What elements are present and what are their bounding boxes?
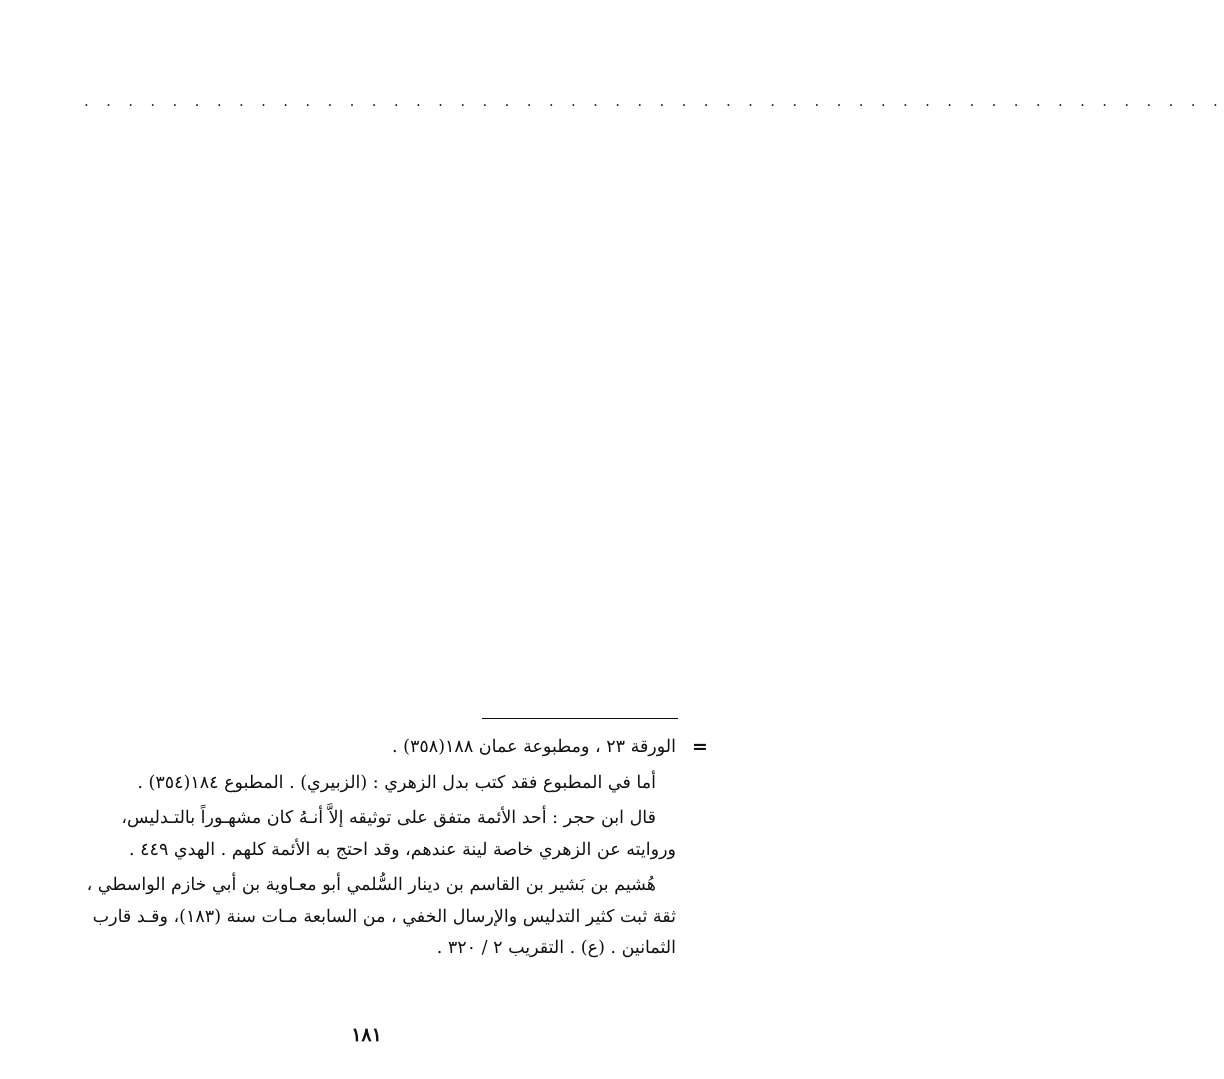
footnotes-block: [80, 732, 676, 965]
footnote-line: الورقة ٢٣ ، ومطبوعة عمان ١٨٨(٣٥٨) .: [392, 737, 676, 757]
dotted-separator: . . . . . . . . . . . . . . . . . . . . . . . . . . . . . . . . . . . . . . . . . . . . . . . . . . . .: [84, 92, 1224, 110]
footnote-line: ثقة ثبت كثير التدليس والإرسال الخفي ، من السابعة مـات سنة (١٨٣)، وقـد قارب: [92, 906, 676, 927]
continuation-marker: =: [692, 736, 708, 758]
footnote-rule: [482, 718, 678, 719]
page-number: ١٨١: [351, 1024, 382, 1046]
footnote-line: أما في المطبوع فقد كتب بدل الزهري : (الزبيري) . المطبوع ١٨٤(٣٥٤) .: [137, 772, 656, 793]
footnote-line: الثمانين . (ع) . التقريب ٢ / ٣٢٠ .: [436, 938, 676, 958]
footnote-line: وروايته عن الزهري خاصة لينة عندهم، وقد احتج به الأئمة كلهم . الهدي ٤٤٩ .: [129, 839, 676, 860]
footnote-line: هُشيم بن بَشير بن القاسم بن دينار السُّلمي أبو معـاوية بن أبي خازم الواسطي ،: [86, 875, 656, 895]
footnote-line: قال ابن حجر : أحد الأئمة متفق على توثيقه إلاَّ أنـهُ كان مشهـوراً بالتـدليس،: [121, 808, 656, 828]
